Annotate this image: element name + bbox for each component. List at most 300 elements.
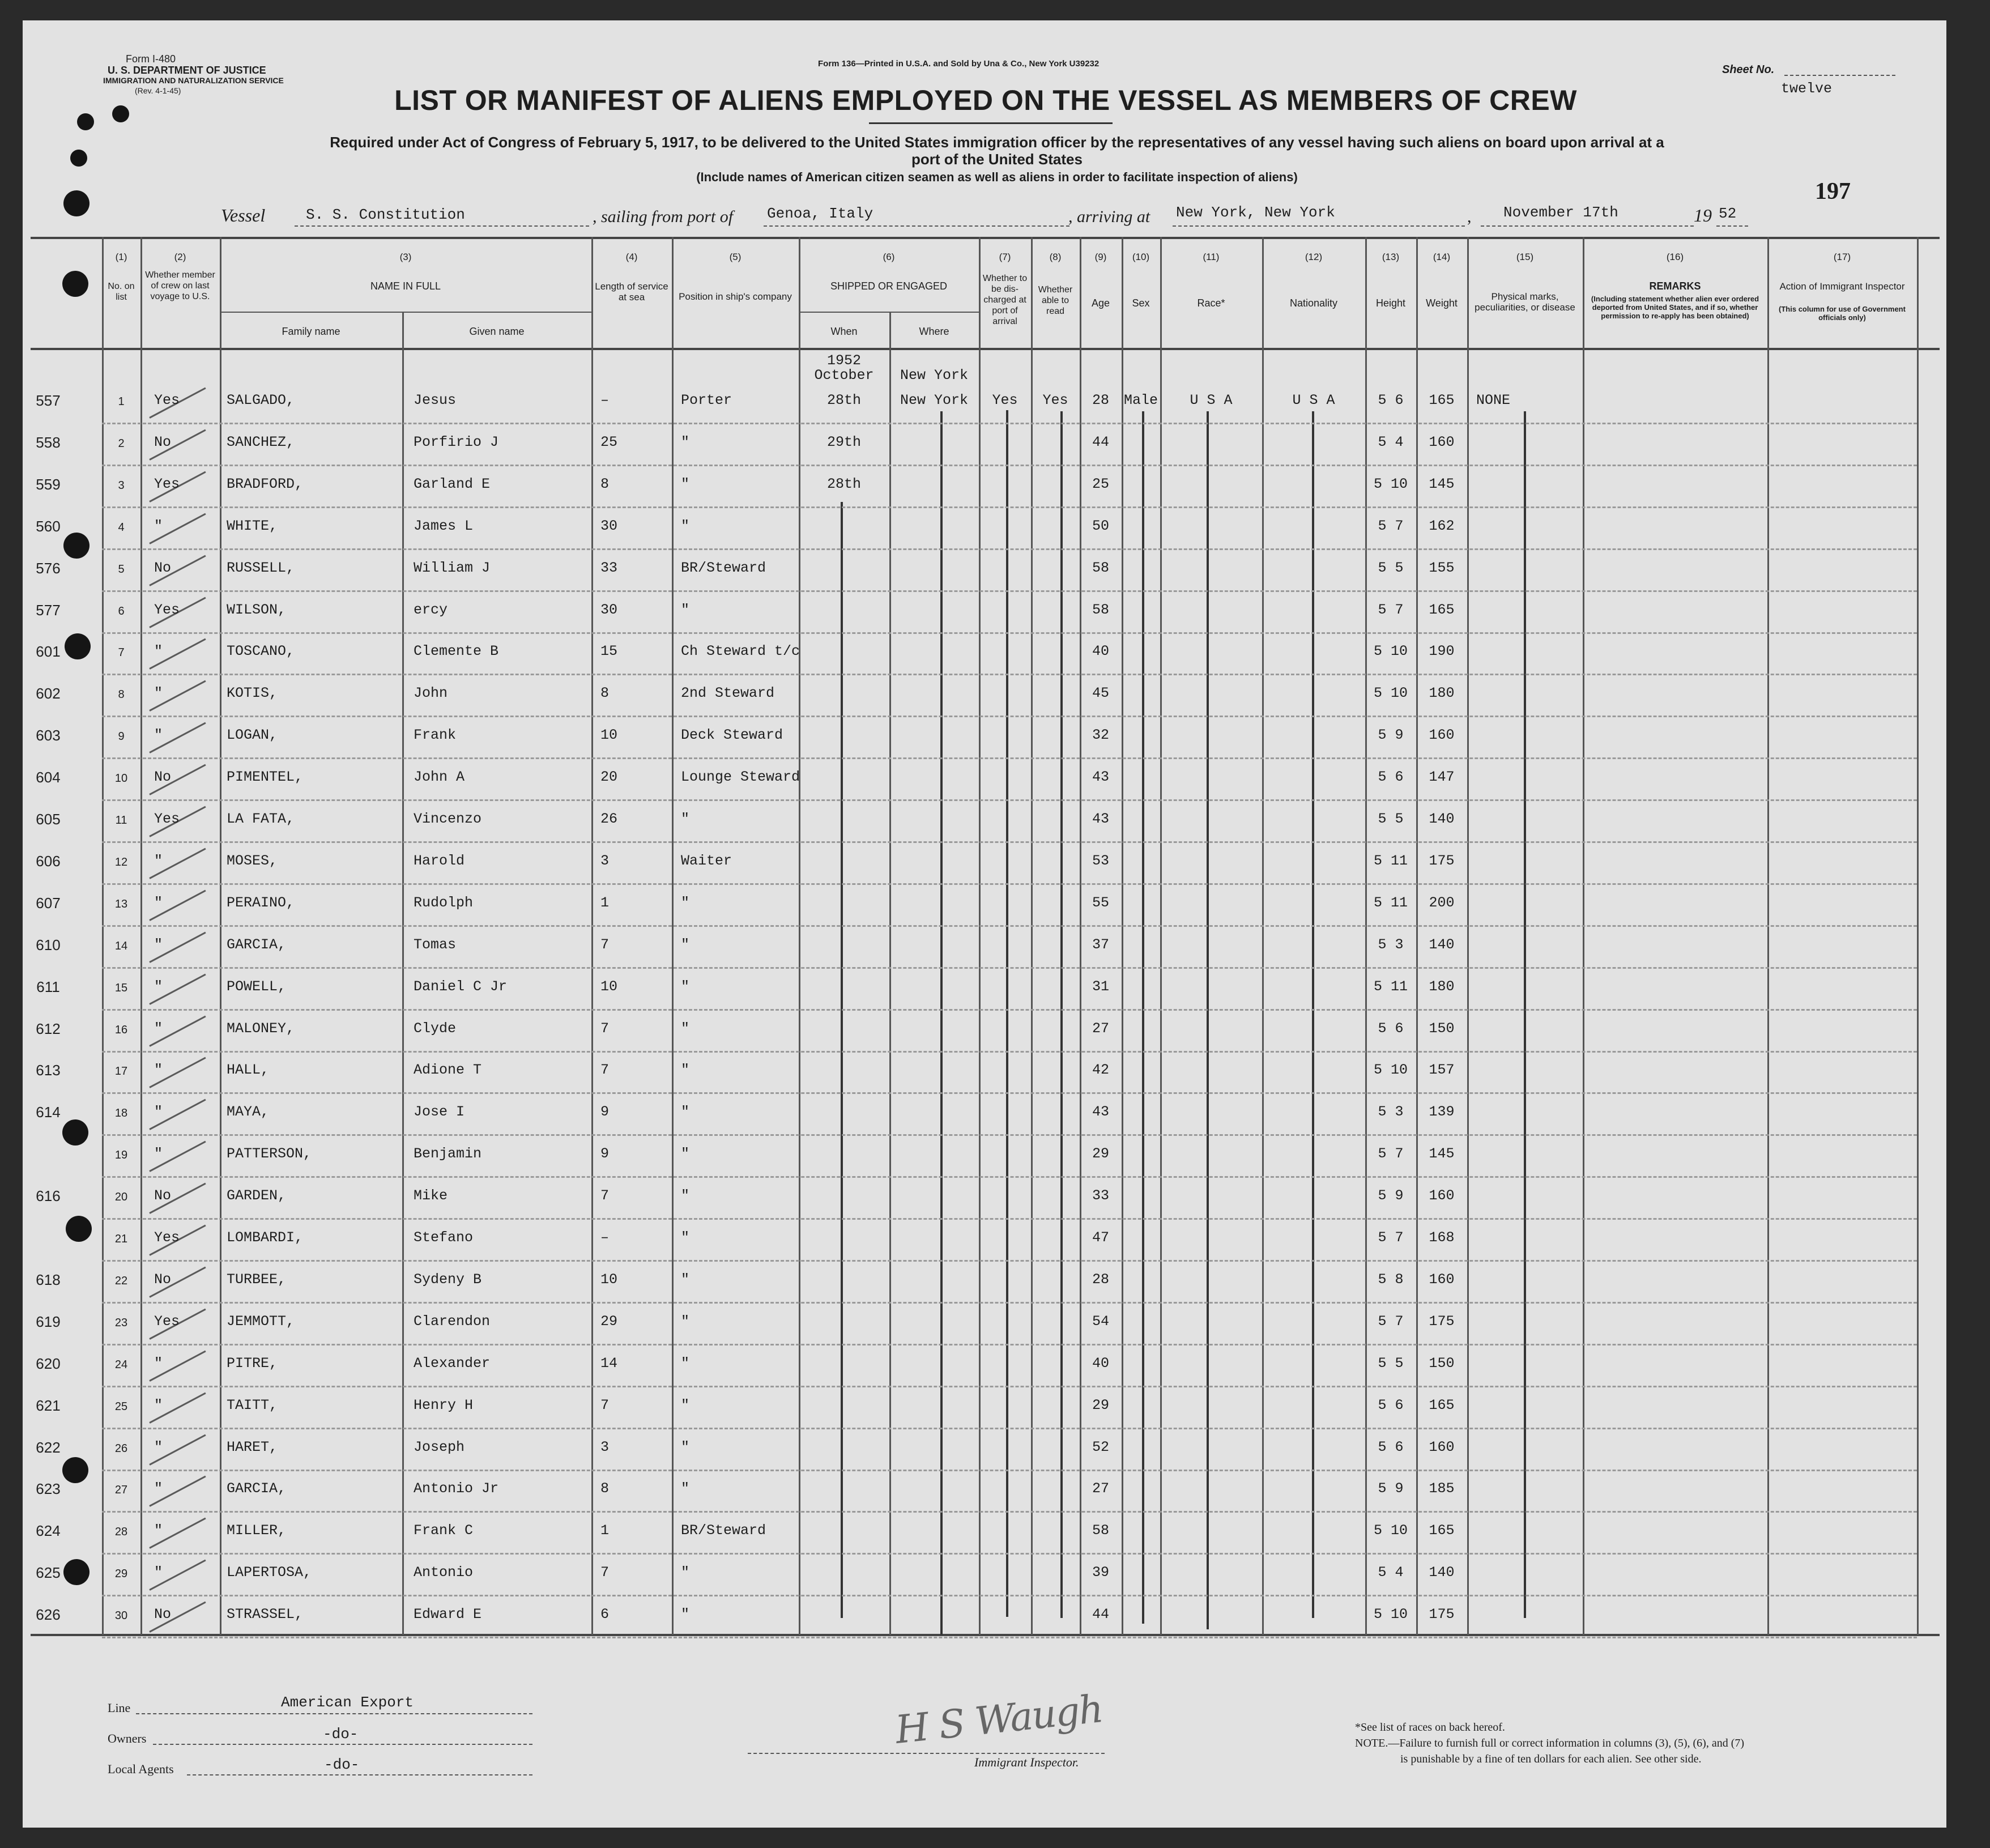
family-name: MAYA, <box>227 1104 270 1121</box>
shipped-year: 1952 <box>826 352 861 369</box>
given-name: Clarendon <box>414 1313 491 1330</box>
weight: 157 <box>1429 1062 1455 1079</box>
footer-note-1: *See list of races on back hereof. <box>1355 1721 1505 1734</box>
row-separator <box>102 632 1917 634</box>
row-reference-number: 560 <box>36 517 61 535</box>
height: 5 7 <box>1378 601 1404 618</box>
row-separator <box>102 1386 1917 1387</box>
punch-hole <box>77 113 94 130</box>
service-length: 7 <box>600 1020 610 1037</box>
weight: 140 <box>1429 1564 1455 1581</box>
sailing-label: , sailing from port of <box>593 207 734 226</box>
given-name: Sydeny B <box>414 1271 482 1288</box>
previous-voyage: " <box>154 1564 163 1581</box>
punch-hole <box>112 105 129 122</box>
col-10-number: (10) <box>1132 252 1150 262</box>
row-reference-number: 619 <box>36 1313 61 1330</box>
col-line <box>889 312 891 1635</box>
punch-hole <box>62 271 88 297</box>
row-number: 12 <box>114 855 128 868</box>
weight: 147 <box>1429 769 1455 786</box>
age: 40 <box>1092 643 1109 660</box>
weight: 162 <box>1429 517 1455 534</box>
previous-voyage: No <box>154 433 172 450</box>
vessel-value: S. S. Constitution <box>306 206 465 223</box>
given-name: Jesus <box>414 392 457 408</box>
weight: 139 <box>1429 1104 1455 1121</box>
row-separator <box>102 1134 1917 1136</box>
row-reference-number: 626 <box>36 1606 61 1624</box>
col-17-number: (17) <box>1833 252 1851 262</box>
row-number: 2 <box>118 437 125 450</box>
col-15-label: Physical marks, peculiarities, or disease <box>1475 291 1575 313</box>
shipped-when-label: When <box>830 326 858 337</box>
row-separator <box>102 1009 1917 1011</box>
position: " <box>681 1104 690 1121</box>
row-reference-number: 601 <box>36 643 61 661</box>
previous-voyage: " <box>154 1438 163 1455</box>
family-name: RUSSELL, <box>227 559 295 576</box>
punch-hole <box>63 190 90 216</box>
age: 55 <box>1092 894 1109 911</box>
year-underline <box>1716 225 1748 227</box>
row-number: 3 <box>118 479 125 492</box>
position: " <box>681 978 690 995</box>
height: 5 9 <box>1378 1187 1404 1204</box>
row-separator <box>102 925 1917 927</box>
inspector-signature: H S Waugh <box>893 1687 1105 1753</box>
family-name: LAPERTOSA, <box>227 1564 312 1581</box>
height: 5 7 <box>1378 1146 1404 1163</box>
age: 43 <box>1092 769 1109 786</box>
weight: 180 <box>1429 685 1455 702</box>
height: 5 6 <box>1378 769 1404 786</box>
row-separator <box>102 1595 1917 1596</box>
row-number: 7 <box>118 646 125 659</box>
given-name: Porfirio J <box>414 433 499 450</box>
col-line <box>140 237 142 1635</box>
age: 25 <box>1092 475 1109 492</box>
row-reference-number: 614 <box>36 1104 61 1121</box>
age: 28 <box>1092 392 1109 408</box>
previous-voyage: " <box>154 1480 163 1497</box>
family-name: LOGAN, <box>227 727 278 744</box>
row-number: 17 <box>114 1065 128 1078</box>
row-reference-number: 559 <box>36 475 61 493</box>
date-value: November 17th <box>1503 204 1618 221</box>
given-name: John A <box>414 769 465 786</box>
row-reference-number: 624 <box>36 1522 61 1540</box>
col-8-label: Whether able to read <box>1038 285 1073 316</box>
age: 43 <box>1092 1104 1109 1121</box>
height: 5 6 <box>1378 1396 1404 1413</box>
col-8-number: (8) <box>1049 252 1062 262</box>
col-17-note: (This column for use of Government officials only) <box>1779 305 1906 322</box>
age: 53 <box>1092 852 1109 869</box>
weight: 160 <box>1429 1438 1455 1455</box>
previous-voyage: Yes <box>154 1229 180 1246</box>
family-name: GARCIA, <box>227 936 287 953</box>
position: 2nd Steward <box>681 685 775 702</box>
service-length: 26 <box>600 811 618 827</box>
age: 47 <box>1092 1229 1109 1246</box>
previous-voyage: " <box>154 1146 163 1163</box>
family-name: KOTIS, <box>227 685 278 702</box>
row-separator <box>102 465 1917 466</box>
age: 58 <box>1092 559 1109 576</box>
row-number: 28 <box>114 1526 128 1539</box>
position: " <box>681 1355 690 1372</box>
col-13-label: Height <box>1375 297 1406 309</box>
agents-value: -do- <box>324 1756 360 1773</box>
row-reference-number: 618 <box>36 1271 61 1288</box>
family-name: POWELL, <box>227 978 287 995</box>
date-underline <box>1481 225 1694 227</box>
age: 29 <box>1092 1146 1109 1163</box>
row-separator <box>102 716 1917 717</box>
age: 39 <box>1092 1564 1109 1581</box>
col-1-number: (1) <box>115 252 127 262</box>
year-prefix: 19 <box>1694 205 1712 225</box>
height: 5 11 <box>1373 852 1408 869</box>
row-separator <box>102 590 1917 592</box>
row-reference-number: 606 <box>36 852 61 870</box>
col-3-label: NAME IN FULL <box>370 280 441 292</box>
previous-voyage: No <box>154 1271 172 1288</box>
row-separator <box>102 1051 1917 1053</box>
position: " <box>681 1480 690 1497</box>
ditto-line-race <box>1207 411 1209 1629</box>
discharge: Yes <box>992 392 1018 408</box>
row-number: 10 <box>114 772 128 785</box>
given-name: James L <box>414 517 474 534</box>
page-number: 197 <box>1815 178 1851 205</box>
height: 5 11 <box>1373 978 1408 995</box>
col-5-label: Position in ship's company <box>679 291 792 302</box>
previous-voyage: " <box>154 1396 163 1413</box>
position: " <box>681 1271 690 1288</box>
given-name: Daniel C Jr <box>414 978 508 995</box>
age: 27 <box>1092 1480 1109 1497</box>
height: 5 9 <box>1378 1480 1404 1497</box>
row-reference-number: 557 <box>36 392 61 409</box>
given-name: Clemente B <box>414 643 499 660</box>
table-header-border <box>31 348 1940 350</box>
given-name: Antonio Jr <box>414 1480 499 1497</box>
row-separator <box>102 1470 1917 1471</box>
row-number: 21 <box>114 1233 128 1245</box>
col-12-label: Nationality <box>1289 297 1338 309</box>
family-name: SANCHEZ, <box>227 433 295 450</box>
row-separator <box>102 1428 1917 1429</box>
previous-voyage: No <box>154 1606 172 1623</box>
family-name: TOSCANO, <box>227 643 295 660</box>
col-line <box>1917 237 1919 1635</box>
manifest-sheet: Form I-480 U. S. DEPARTMENT OF JUSTICE IMMIGRATION AND NATURALIZATION SERVICE (Rev. 4-1-45) Form 136—Printed in U.S.A. and Sold by Una & Co., New York U39232 Sheet No. twelve LIST OR MANIFEST OF ALIENS EMPLOYED ON THE VESSEL AS MEMBERS OF CREW Required under Act of Congress of February 5, 1917, to be delivered to the United States immigration officer by the representatives of any vessel having such aliens on board upon arrival at a port of the United States (Include names of American citizen seamen as well as aliens in order to facilitate inspection of aliens) 197 Vessel S. S. Constitution , sailing from port of Genoa, Italy , arriving at New York, New York , November 17th 19 52 (1) (2) (3) (4) (5) (6) (7) (8) (9) (10) (11) (12) (13) (14) (15) (16) (17) No. on list Whether member of crew on last voyage to U.S. NAME IN FULL Family name Given name Length of service at sea Position in ship's company SHIPPED OR ENGAGED When Where Whether to be dis-charged at port of arrival Whether able to read Age Sex Race* Nationality Height Weight Physical marks, peculiarities, or disease REMARKS (Including statement whether alien ever ordered deported from United States, and if so, whether permission to re-apply has been obtained) Action of Immigrant Inspector (This column for use of Government officials only) 1952 October New York 557 1 Yes SALGADO, Jesus – Porter 28th New York Yes Yes 28 Male U S A U S A 5 6 165 NONE 558 2 No SANCHEZ, Porfirio J 25 " 29th 44 5 4 160 559 3 Yes BRADFORD, Garland E 8 " 28th 25 5 10 145 560 4 " WHITE, James L 30 " 50 5 7 162 576 5 No RUSSELL, William J 33 BR/Steward 58 5 5 155 577 6 Yes WILSON, ercy 30 " 58 5 7 165 601 7 " TOSCANO, Clemente B 15 Ch Steward t/c 40 5 10 190 602 8 " KOTIS, John 8 2nd Steward 45 5 10 180 603 9 " LOGAN, Frank 10 Deck Steward 32 5 9 160 604 10 No PIMENTEL, John A 20 Lounge Steward 43 5 6 147 605 11 Yes LA FATA, Vincenzo 26 " 43 5 5 140 606 12 " MOSES, Harold 3 Waiter 53 5 11 175 607 13 " PERAINO, Rudolph 1 " 55 5 11 200 610 14 " GARCIA, Tomas 7 " 37 5 3 140 611 15 " POWELL, Daniel C Jr 10 " 31 5 11 180 612 16 " MALONEY, Clyde 7 " 27 5 6 150 613 17 " HALL, Adione T 7 " 42 5 10 157 614 18 " MAYA, Jose I 9 " 43 5 3 139 19 " PATTERSON, Benjamin 9 " 29 5 7 145 616 20 No GARDEN, Mike 7 " 33 5 9 160 21 Yes LOMBARDI, Stefano – " 47 5 7 168 618 22 No TURBEE, Sydeny B 10 " 28 5 8 160 619 23 Yes JEMMOTT, Clarendon 29 " 54 5 7 175 620 24 " PITRE, Alexander 14 " 40 5 5 150 621 25 " TAITT, Henry H 7 " 29 5 6 165 622 26 " HARET, Joseph 3 " 52 5 6 160 623 27 " GARCIA, Antonio Jr 8 " 27 5 9 185 624 28 " MILLER, Frank C 1 BR/Steward 58 5 10 165 625 29 " LAPERTOSA, Antonio 7 " 39 5 4 140 626 30 No STRASSEL, Edward E 6 " 44 5 10 175 Line American Export Owners -do- Local Agents -do- H S Waugh Immigrant Inspector. *See list of races on back hereof. NOTE.—Failure to furnish full or correct information in columns (3), (5), (6), and (7) is punishable by a fine of ten dollars for each alien. See other side. <box>23 20 1946 1828</box>
height: 5 7 <box>1378 1313 1404 1330</box>
row-separator <box>102 423 1917 424</box>
weight: 165 <box>1429 1396 1455 1413</box>
row-separator <box>102 799 1917 801</box>
service-name: IMMIGRATION AND NATURALIZATION SERVICE <box>103 76 284 85</box>
col-11-number: (11) <box>1203 252 1220 262</box>
previous-voyage: " <box>154 517 163 534</box>
ditto-line-sex <box>1142 411 1144 1624</box>
family-name: MALONEY, <box>227 1020 295 1037</box>
position: BR/Steward <box>681 1522 766 1539</box>
position: " <box>681 1146 690 1163</box>
age: 33 <box>1092 1187 1109 1204</box>
row-separator <box>102 506 1917 508</box>
row-reference-number: 611 <box>36 978 60 995</box>
row-separator <box>102 1511 1917 1513</box>
previous-voyage: No <box>154 1187 172 1204</box>
col-6-label: SHIPPED OR ENGAGED <box>830 280 948 292</box>
height: 5 4 <box>1378 433 1404 450</box>
subtitle-line-1: Required under Act of Congress of February 5, 1917, to be delivered to the United States immigration officer by the representatives of any vessel having such aliens on board upon arrival at a <box>330 134 1664 151</box>
col-line <box>672 237 674 1635</box>
row-reference-number: 603 <box>36 727 61 744</box>
row-reference-number: 625 <box>36 1564 61 1582</box>
sheet-value: twelve <box>1781 80 1833 97</box>
service-length: 25 <box>600 433 618 450</box>
height: 5 9 <box>1378 727 1404 744</box>
service-length: 8 <box>600 1480 610 1497</box>
age: 27 <box>1092 1020 1109 1037</box>
shipped-when: 28th <box>826 392 861 408</box>
row-reference-number: 620 <box>36 1355 61 1372</box>
age: 32 <box>1092 727 1109 744</box>
row-separator <box>102 757 1917 759</box>
weight: 175 <box>1429 852 1455 869</box>
title-rule <box>869 122 1113 124</box>
position: " <box>681 601 690 618</box>
age: 28 <box>1092 1271 1109 1288</box>
height: 5 10 <box>1373 685 1408 702</box>
family-name: LOMBARDI, <box>227 1229 304 1246</box>
position: " <box>681 1438 690 1455</box>
col-12-number: (12) <box>1305 252 1323 262</box>
row-number: 16 <box>114 1023 128 1036</box>
vessel-label: Vessel <box>221 205 266 225</box>
previous-voyage: Yes <box>154 475 180 492</box>
previous-voyage: No <box>154 769 172 786</box>
service-length: 20 <box>600 769 618 786</box>
row-separator <box>102 883 1917 885</box>
family-name: PATTERSON, <box>227 1146 312 1163</box>
previous-voyage: " <box>154 685 163 702</box>
family-name: LA FATA, <box>227 811 295 827</box>
col-15-number: (15) <box>1516 252 1534 262</box>
col-2-number: (2) <box>174 252 186 262</box>
arriving-underline <box>1173 225 1465 227</box>
col-line <box>1122 237 1123 1635</box>
row-number: 23 <box>114 1316 128 1329</box>
weight: 155 <box>1429 559 1455 576</box>
given-name: Mike <box>414 1187 448 1204</box>
service-length: 15 <box>600 643 618 660</box>
position: Lounge Steward <box>681 769 800 786</box>
weight: 175 <box>1429 1606 1455 1623</box>
row-number: 8 <box>118 688 125 701</box>
col-17-label: Action of Immigrant Inspector <box>1779 281 1905 292</box>
position: " <box>681 1062 690 1079</box>
height: 5 6 <box>1378 392 1404 408</box>
table-bottom-border <box>31 1634 1940 1636</box>
service-length: 30 <box>600 601 618 618</box>
weight: 140 <box>1429 936 1455 953</box>
previous-voyage: " <box>154 1062 163 1079</box>
service-length: 10 <box>600 727 618 744</box>
inspector-label: Immigrant Inspector. <box>974 1755 1079 1769</box>
row-reference-number: 602 <box>36 685 61 702</box>
service-length: 10 <box>600 1271 618 1288</box>
col-9-label: Age <box>1091 297 1110 309</box>
family-name: HALL, <box>227 1062 270 1079</box>
col-16-note: (Including statement whether alien ever ordered deported from United States, and if so, whether permission to re-apply has been obtained) <box>1591 295 1759 320</box>
height: 5 10 <box>1373 643 1408 660</box>
col-13-number: (13) <box>1382 252 1400 262</box>
family-name: TURBEE, <box>227 1271 287 1288</box>
page-title: LIST OR MANIFEST OF ALIENS EMPLOYED ON THE VESSEL AS MEMBERS OF CREW <box>394 84 1577 116</box>
position: " <box>681 811 690 827</box>
shipped-where-label: Where <box>919 326 949 337</box>
height: 5 6 <box>1378 1020 1404 1037</box>
given-name: Joseph <box>414 1438 465 1455</box>
row-number: 29 <box>114 1568 128 1581</box>
arriving-label: , arriving at <box>1068 207 1150 226</box>
row-number: 9 <box>118 730 125 743</box>
row-separator <box>102 1092 1917 1094</box>
service-length: 6 <box>600 1606 610 1623</box>
height: 5 6 <box>1378 1438 1404 1455</box>
previous-voyage: " <box>154 852 163 869</box>
family-name: PITRE, <box>227 1355 278 1372</box>
row-separator <box>102 967 1917 969</box>
weight: 150 <box>1429 1355 1455 1372</box>
col-14-label: Weight <box>1426 297 1458 309</box>
previous-voyage: " <box>154 1020 163 1037</box>
age: 50 <box>1092 517 1109 534</box>
row-number: 5 <box>118 563 125 576</box>
height: 5 5 <box>1378 811 1404 827</box>
sheet-label: Sheet No. <box>1722 63 1775 76</box>
weight: 200 <box>1429 894 1455 911</box>
weight: 160 <box>1429 1271 1455 1288</box>
col-2-label: Whether member of crew on last voyage to U.S. <box>145 270 215 301</box>
given-name: Stefano <box>414 1229 474 1246</box>
age: 31 <box>1092 978 1109 995</box>
ditto-line-marks <box>1524 411 1526 1618</box>
position: " <box>681 1313 690 1330</box>
ditto-line-read <box>1060 411 1063 1618</box>
service-length: 8 <box>600 475 610 492</box>
given-name: Frank C <box>414 1522 474 1539</box>
row-reference-number: 604 <box>36 769 61 786</box>
weight: 165 <box>1429 392 1455 408</box>
family-name: STRASSEL, <box>227 1606 304 1623</box>
previous-voyage: Yes <box>154 392 180 408</box>
given-name: Frank <box>414 727 457 744</box>
arriving-value: New York, New York <box>1176 204 1335 221</box>
col-line <box>402 312 404 1635</box>
position: " <box>681 475 690 492</box>
row-number: 19 <box>114 1149 128 1162</box>
row-reference-number: 605 <box>36 811 61 828</box>
position: Porter <box>681 392 732 408</box>
position: Waiter <box>681 852 732 869</box>
table-top-border <box>31 237 1940 239</box>
line-value: American Export <box>281 1694 414 1711</box>
position: " <box>681 1396 690 1413</box>
position: " <box>681 894 690 911</box>
col-16-number: (16) <box>1666 252 1684 262</box>
punch-hole <box>70 150 87 167</box>
previous-voyage: " <box>154 936 163 953</box>
service-length: 14 <box>600 1355 618 1372</box>
position: " <box>681 433 690 450</box>
inspector-underline <box>748 1753 1105 1754</box>
col-7-number: (7) <box>999 252 1011 262</box>
given-name: ercy <box>414 601 448 618</box>
service-length: – <box>600 1229 610 1246</box>
row-number: 24 <box>114 1358 128 1371</box>
service-length: 8 <box>600 685 610 702</box>
family-name: MOSES, <box>227 852 278 869</box>
service-length: 7 <box>600 1564 610 1581</box>
age: 54 <box>1092 1313 1109 1330</box>
position: Ch Steward t/c <box>681 643 800 660</box>
given-name: Edward E <box>414 1606 482 1623</box>
sailing-underline <box>764 225 1069 227</box>
punch-hole <box>66 1216 92 1242</box>
row-number: 14 <box>114 939 128 952</box>
row-separator <box>102 1176 1917 1178</box>
row-number: 26 <box>114 1442 128 1455</box>
family-name: JEMMOTT, <box>227 1313 295 1330</box>
weight: 175 <box>1429 1313 1455 1330</box>
col-line <box>1262 237 1264 1635</box>
weight: 150 <box>1429 1020 1455 1037</box>
age: 45 <box>1092 685 1109 702</box>
family-name: PERAINO, <box>227 894 295 911</box>
col-6-number: (6) <box>883 252 895 262</box>
previous-voyage: " <box>154 1355 163 1372</box>
previous-voyage: " <box>154 978 163 995</box>
row-reference-number: 607 <box>36 894 61 912</box>
col-line <box>1767 237 1769 1635</box>
row-separator <box>102 1637 1917 1638</box>
shipped-where-top: New York <box>900 367 969 384</box>
service-length: 10 <box>600 978 618 995</box>
row-reference-number: 577 <box>36 601 61 619</box>
row-reference-number: 613 <box>36 1062 61 1079</box>
col-4-number: (4) <box>625 252 638 262</box>
height: 5 11 <box>1373 894 1408 911</box>
height: 5 10 <box>1373 1062 1408 1079</box>
position: Deck Steward <box>681 727 783 744</box>
col-1-label: No. on list <box>108 282 135 302</box>
sheet-underline <box>1784 75 1895 76</box>
family-name: BRADFORD, <box>227 475 304 492</box>
service-length: 7 <box>600 936 610 953</box>
weight: 140 <box>1429 811 1455 827</box>
year-value: 52 <box>1719 205 1737 222</box>
subtitle-line-3: (Include names of American citizen seamen as well as aliens in order to facilitate inspection of aliens) <box>696 170 1298 184</box>
footer-note-3: is punishable by a fine of ten dollars for each alien. See other side. <box>1400 1753 1702 1765</box>
row-reference-number: 558 <box>36 433 61 451</box>
weight: 160 <box>1429 433 1455 450</box>
